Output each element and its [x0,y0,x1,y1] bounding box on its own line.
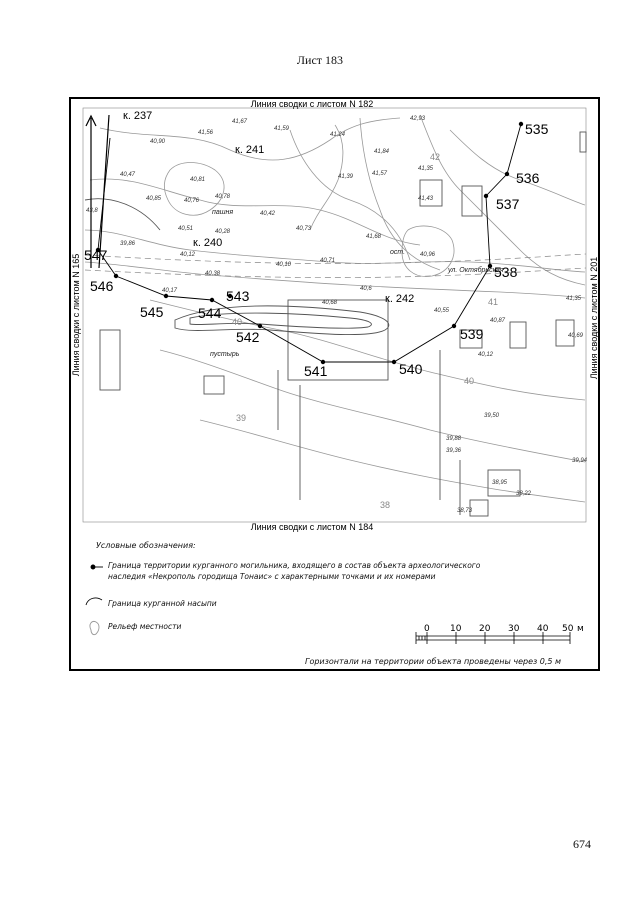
map-label: 40,10 [276,262,292,268]
legend-symbols [86,565,103,635]
map-label: 39,36 [446,448,462,454]
map-label: 40,90 [150,139,166,145]
point-545 [164,294,168,298]
map-label: 41,57 [372,171,388,177]
map-label: 41,67 [232,119,248,125]
map-label: 40 [232,317,243,327]
map-label: 40,76 [184,198,200,204]
map-label: 40,87 [490,318,506,324]
legend-item-mound-text: Граница курганной насыпи [108,599,217,608]
map-label: 41 [488,297,499,307]
map-label: 40,12 [180,252,196,258]
point-label-541: 541 [304,363,328,379]
point-label-545: 545 [140,304,164,320]
legend-item-boundary-text-2: наследия «Некрополь городища Тонаис» с характерными точками и их номерами [108,572,436,581]
north-arrow-icon [86,115,109,268]
sheet-title: Лист 183 [296,53,344,67]
map-label: 40,17 [162,288,178,294]
point-542 [258,324,262,328]
map-label: 39 [236,413,247,423]
map-label: 40,81 [190,177,206,183]
map-label: 41,68 [366,234,382,240]
map-label: 43,8 [86,208,98,214]
point-label-539: 539 [460,326,484,342]
place-label-stop: ост. [390,249,406,256]
map-label: 41,24 [330,132,346,138]
mound-boundary-icon [86,598,102,605]
point-label-544: 544 [198,305,222,321]
point-label-537: 537 [496,196,520,212]
map-label: 38,73 [457,508,473,514]
map-label: 41,59 [274,126,290,132]
point-536 [505,172,509,176]
map-label: 40,38 [205,271,221,277]
point-label-538: 538 [494,264,518,280]
map-label: 40,71 [320,258,336,264]
map-label: 41,35 [566,296,582,302]
legend-item-boundary-text-1: Граница территории курганного могильника, входящего в состав объекта археологического [108,561,481,570]
relief-icon [90,621,99,634]
scale-tick-30: 30 [508,624,520,634]
map-label: 39,88 [446,436,462,442]
map-label: 42 [430,152,441,162]
place-label-field: пашня [212,209,234,216]
territory-boundary [98,124,521,362]
kurgan-237: к. 237 [123,110,153,122]
scale-tick-50: 50 [562,624,574,634]
kurgan-240: к. 240 [193,237,223,249]
place-label-street: ул. Октябрьская [448,267,504,274]
scale-unit: м [577,624,584,634]
map-label: 41,56 [198,130,214,136]
map-label: 40 [464,376,475,386]
map-label: 38,22 [516,491,532,497]
map-label: 40,12 [478,352,494,358]
map-label: 40,28 [215,229,231,235]
point-535 [519,122,523,126]
scale-labels [424,624,584,634]
map-label: 40,69 [568,333,584,339]
sheet-link-bottom: Линия сводки с листом N 184 [250,522,374,532]
map-label: 40,85 [146,196,162,202]
map-label: 39,50 [484,413,500,419]
contour-interval-note: Горизонтали на территории объекта проведены через 0,5 м [305,657,562,666]
map-label: 40,55 [434,308,450,314]
point-label-540: 540 [399,361,423,377]
point-label-547: 547 [84,247,108,263]
scale-tick-0: 0 [424,624,430,634]
map-label: 40,47 [120,172,136,178]
scale-tick-40: 40 [537,624,549,634]
point-544 [210,298,214,302]
legend-title: Условные обозначения: [96,541,196,550]
point-546 [114,274,118,278]
map-label: 41,84 [374,149,390,155]
map-label: 38,95 [492,480,508,486]
map-label: 39,86 [120,241,136,247]
sheet-link-left: Линия сводки с листом N 165 [71,253,81,377]
map-label: 40,51 [178,226,194,232]
map-label: 42,93 [410,116,426,122]
sheet-link-right: Линия сводки с листом N 201 [589,256,599,380]
point-label-542: 542 [236,329,260,345]
kurgan-241: к. 241 [235,144,265,156]
point-label-546: 546 [90,278,114,294]
legend-item-relief-text: Рельеф местности [108,622,182,631]
map-label: 41,39 [338,174,354,180]
point-label-536: 536 [516,170,540,186]
sheet-link-top: Линия сводки с листом N 182 [250,99,374,109]
map-label: 41,35 [418,166,434,172]
page-number: 674 [573,837,591,851]
map-label: 38 [380,500,391,510]
point-label-543: 543 [226,288,250,304]
point-537 [484,194,488,198]
map-label: 39,94 [572,458,588,464]
kurgan-242: к. 242 [385,293,415,305]
point-540 [392,360,396,364]
map-label: 40,78 [215,194,231,200]
scale-tick-20: 20 [479,624,491,634]
point-label-535: 535 [525,121,549,137]
map-label: 40,68 [322,300,338,306]
map-label: 41,43 [418,196,434,202]
map-label: 40,6 [360,286,372,292]
map-label: 40,73 [296,226,312,232]
scale-tick-10: 10 [450,624,462,634]
map-label: 40,42 [260,211,276,217]
place-label-wasteland: пустырь [210,351,240,358]
map-label: 40,96 [420,252,436,258]
point-539 [452,324,456,328]
